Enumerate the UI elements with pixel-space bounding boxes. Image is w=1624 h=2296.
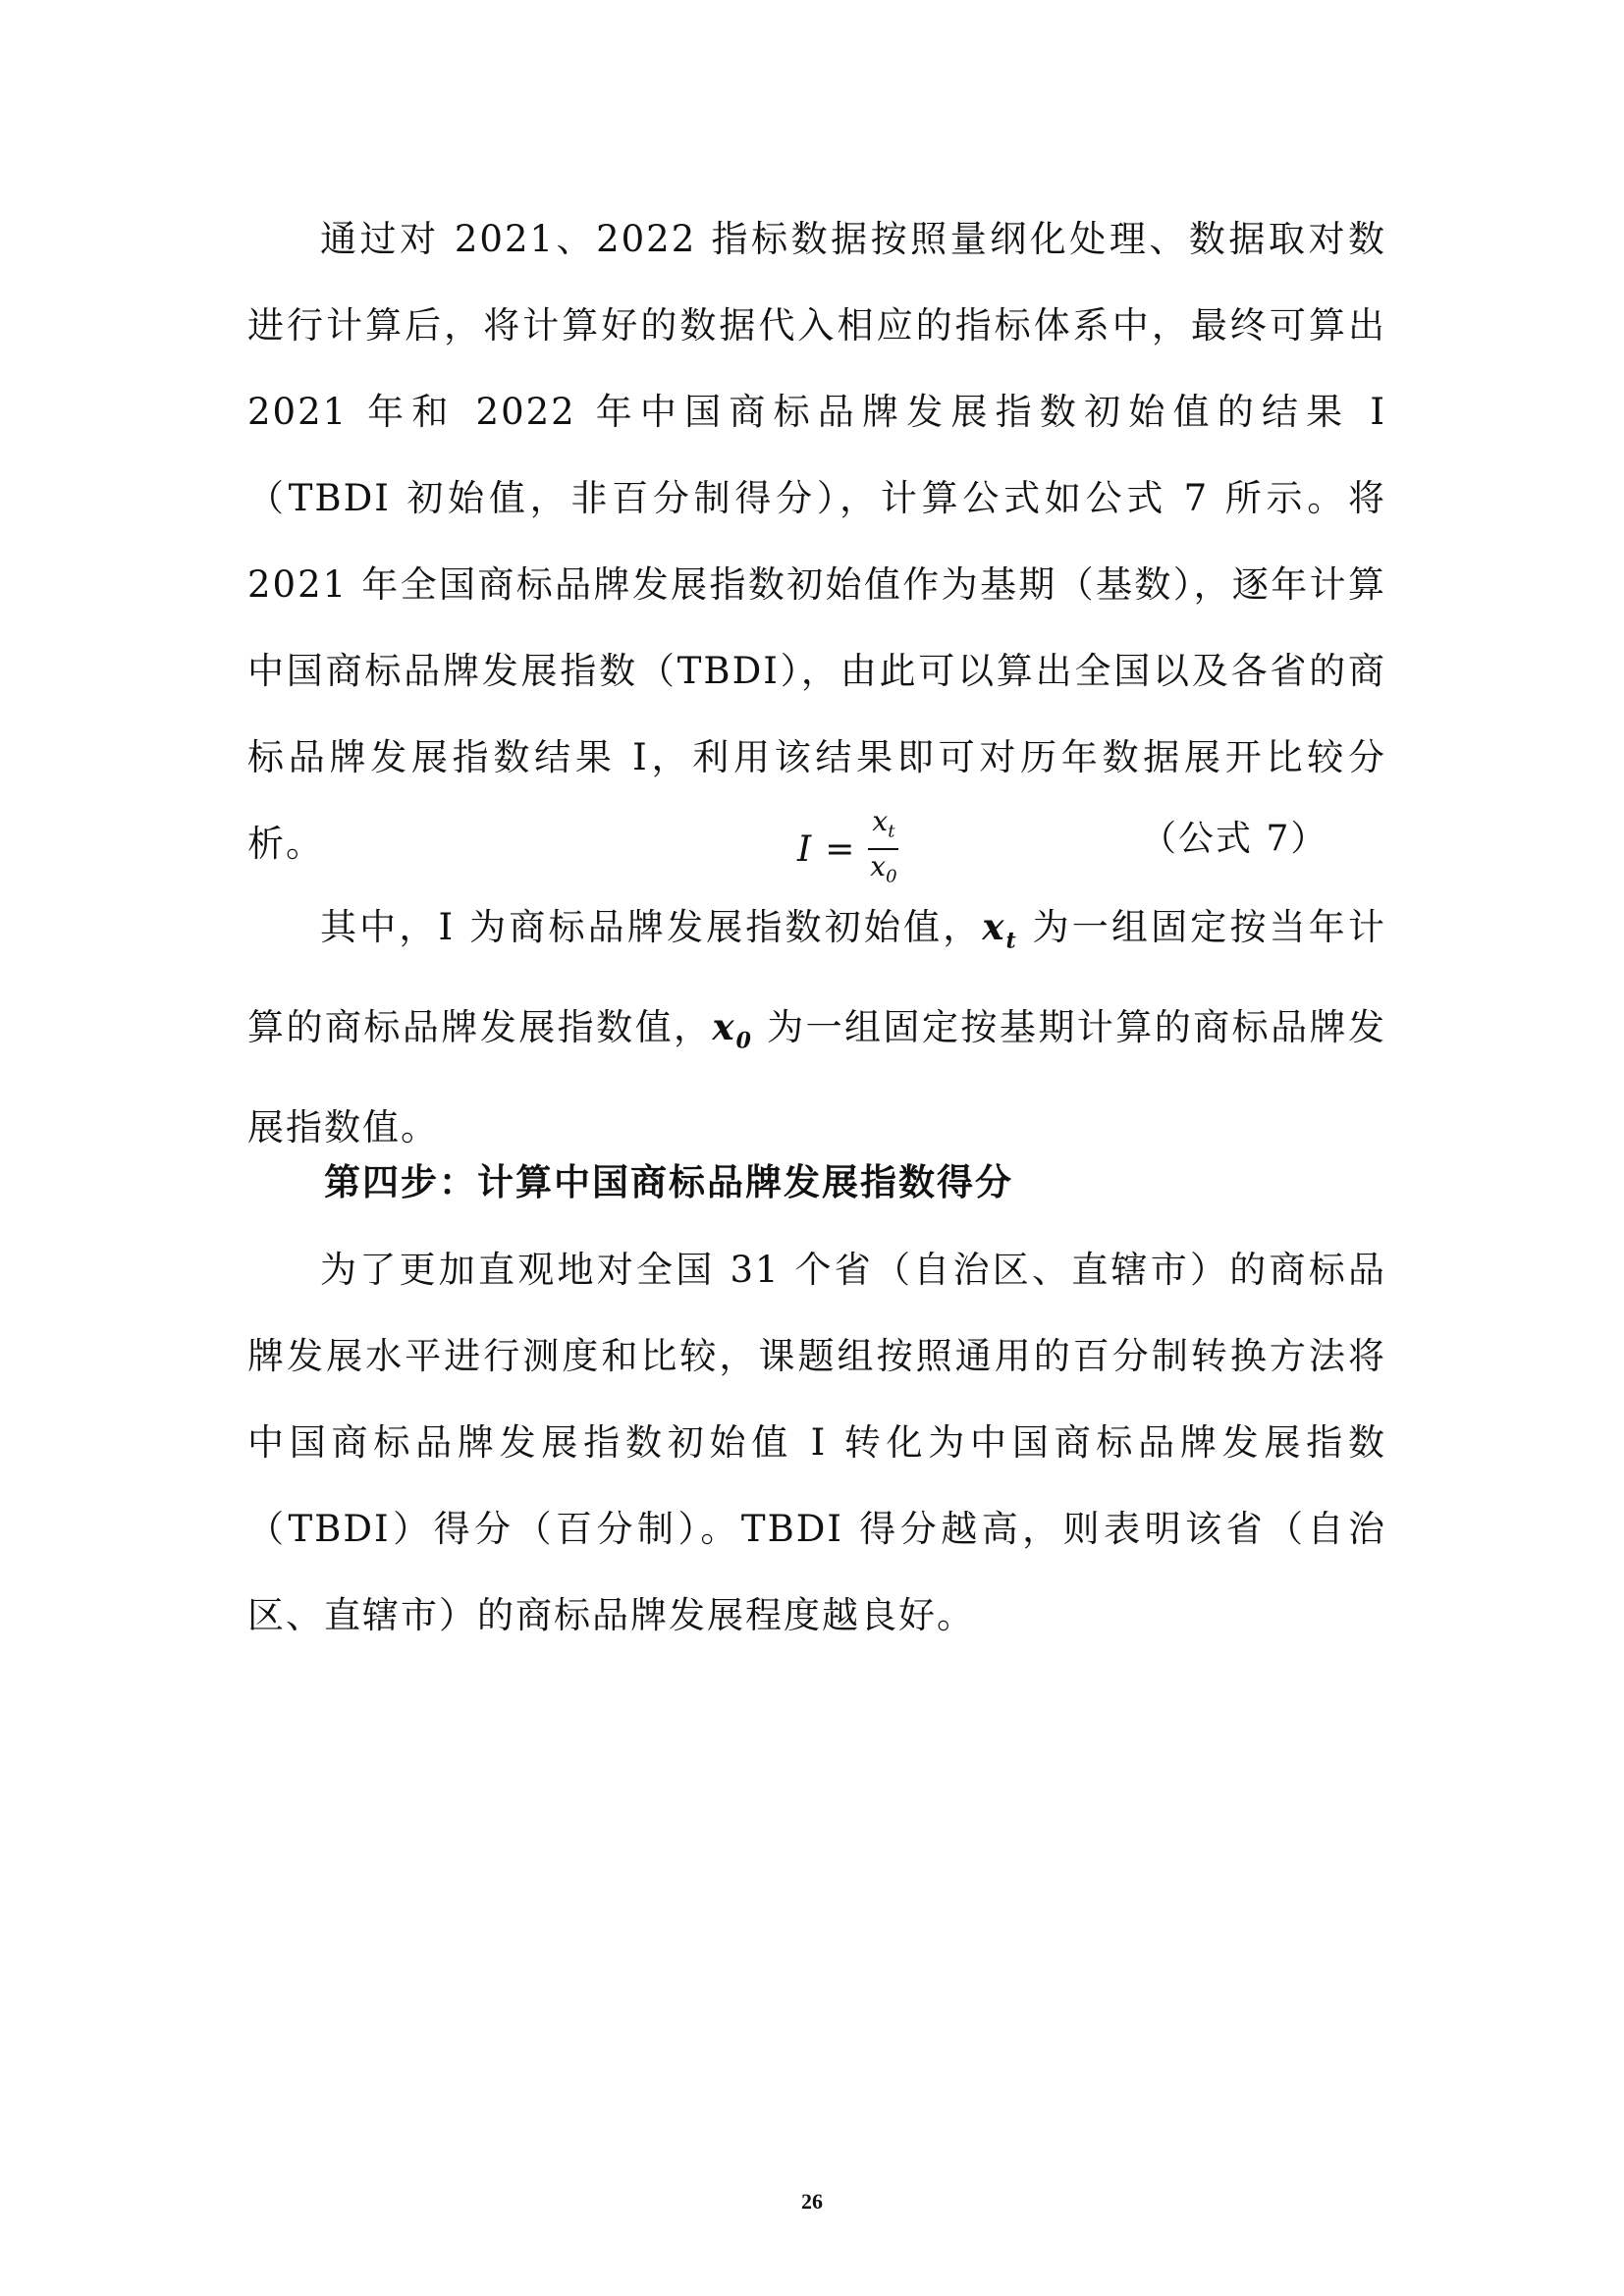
formula-block xyxy=(0,801,1624,887)
variable-x0-sub: 0 xyxy=(735,1028,753,1054)
variable-xt-base: x xyxy=(982,905,1006,948)
formula-lhs: I xyxy=(797,828,812,870)
page-number: 26 xyxy=(801,2189,823,2214)
paragraph-text xyxy=(247,883,1386,1171)
numerator-var: x xyxy=(872,805,889,837)
variable-xt-sub: t xyxy=(1005,928,1018,954)
formula-7 xyxy=(797,807,898,891)
body-paragraph-3 xyxy=(247,1227,1386,1659)
paragraph-2-part-3: 为一组固定按基期计算的商标品牌发展指数值。 xyxy=(247,1006,1386,1148)
variable-xt xyxy=(982,905,1018,954)
body-paragraph-1 xyxy=(247,196,1386,887)
variable-x0 xyxy=(712,1005,753,1054)
numerator-subscript: t xyxy=(888,821,895,842)
formula-numerator xyxy=(868,807,898,850)
paragraph-2-part-1: 其中，I 为商标品牌发展指数初始值， xyxy=(320,906,983,948)
section-heading: 第四步：计算中国商标品牌发展指数得分 xyxy=(324,1160,1013,1203)
body-paragraph-2 xyxy=(247,883,1386,1171)
formula-label: （公式 7） xyxy=(1141,819,1328,859)
formula-equals: = xyxy=(825,828,855,870)
denominator-var: x xyxy=(870,849,887,882)
variable-x0-base: x xyxy=(712,1005,736,1049)
formula-fraction xyxy=(868,807,898,891)
paragraph-2-part-2: 为一组固定按当年计算的商标品牌发展指数值， xyxy=(247,906,1386,1049)
paragraph-text: 通过对 2021、2022 指标数据按照量纲化处理、数据取对数进行计算后，将计算好的数据代入相应的指标体系中，最终可算出 2021 年和 2022 年中国商标品牌发展指数初始值的结果 I（TBDI 初始值，非百分制得分），计算公式如公式 7 所示。将 2021 年全国商标品牌发展指数初始值作为基期（基数），逐年计算中国商标品牌发展指数（TBDI），由此可以算出全国以及各省的商标品牌发展指数结果 I，利用该结果即可对历年数据展开比较分析。 xyxy=(247,218,1386,865)
paragraph-text: 为了更加直观地对全国 31 个省（自治区、直辖市）的商标品牌发展水平进行测度和比较，课题组按照通用的百分制转换方法将中国商标品牌发展指数初始值 I 转化为中国商标品牌发展指数（TBDI）得分（百分制）。TBDI 得分越高，则表明该省（自治区、直辖市）的商标品牌发展程度越良好。 xyxy=(247,1249,1386,1636)
denominator-subscript: 0 xyxy=(886,866,897,887)
